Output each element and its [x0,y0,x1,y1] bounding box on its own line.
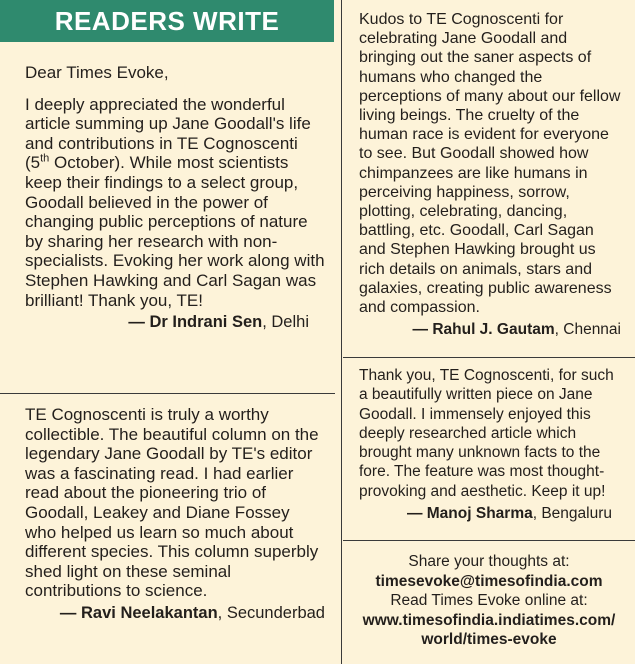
letter-divider [343,357,635,358]
footer-divider [343,540,635,541]
signature-name: — Manoj Sharma [406,505,533,523]
letter-body: Kudos to TE Cognoscenti for celebrating Jane Goodall and bringing out the saner aspects of humans who changed the perceptions of many about our fellow living beings. The cruelty of the human race is evident for everyone to see. But Goodall showed how chimpanzees are like humans in perceiving happiness, sorrow, plotting, celebrating, dancing, battling, etc. Goodall, Carl Sagan and Stephen Hawking brought us rich details on animals, stars and galaxies, creating public awareness and compassion. [359,11,621,317]
website-url-line2[interactable]: world/times-evoke [421,631,557,648]
letter-body: TE Cognoscenti is truly a worthy collectible. The beautiful column on the legendary Jane Goodall by TE's editor was a fascinating read. I had earlier read about the pioneering trio of Goodall, Leakey and Diane Fossey who helped us learn so much about different species. This column superbly shed light on these seminal contributions to science. [25,405,319,601]
letter-greeting: Dear Times Evoke, [25,63,169,82]
letter-signature [359,504,621,523]
signature-city: , Bengaluru [532,505,612,523]
signature-name: — Rahul J. Gautam [412,321,555,339]
letter-manoj-sharma [359,366,621,523]
section-title: READERS WRITE [54,5,280,36]
read-online-label: Read Times Evoke online at: [390,592,588,609]
website-url-line1[interactable]: www.timesofindia.indiatimes.com/ [362,611,616,629]
section-header [0,0,334,42]
letter-signature [25,604,325,624]
signature-city: , Delhi [262,313,309,332]
column-divider [341,0,342,664]
letter-body: Thank you, TE Cognoscenti, for such a beautifully written piece on Jane Goodall. I immensely enjoyed this deeply researched article which brought many unknown facts to the fore. The feature was most thought-provoking and aesthetic. Keep it up! [359,367,614,500]
letter-signature [25,313,325,333]
share-label: Share your thoughts at: [408,553,570,570]
letter-body-sup: th [40,152,50,165]
signature-city: , Secunderbad [217,603,325,622]
signature-name: — Dr Indrani Sen [128,313,263,332]
letter-divider [0,393,335,394]
contact-email[interactable]: timesevoke@timesofindia.com [375,572,603,590]
letter-body-part1: I deeply appreciated the wonderful article summing up Jane Goodall's life and contributions in TE Cognoscenti (5 [25,94,311,173]
letter-body-part2: October). While most scientists keep their findings to a select group, Goodall believed in the power of changing public perceptions of nature by sharing her research with non-specialists. Evoking her work along with Stephen Hawking and Carl Sagan was brilliant! Thank you, TE! [25,153,325,310]
letter-signature [359,320,621,339]
letter-ravi-neelakantan [25,405,325,624]
letter-body [25,95,325,311]
letter-indrani-sen [25,63,325,333]
contact-info [343,552,635,650]
signature-city: , Chennai [554,321,621,339]
letter-rahul-gautam [359,10,621,339]
signature-name: — Ravi Neelakantan [59,603,218,622]
